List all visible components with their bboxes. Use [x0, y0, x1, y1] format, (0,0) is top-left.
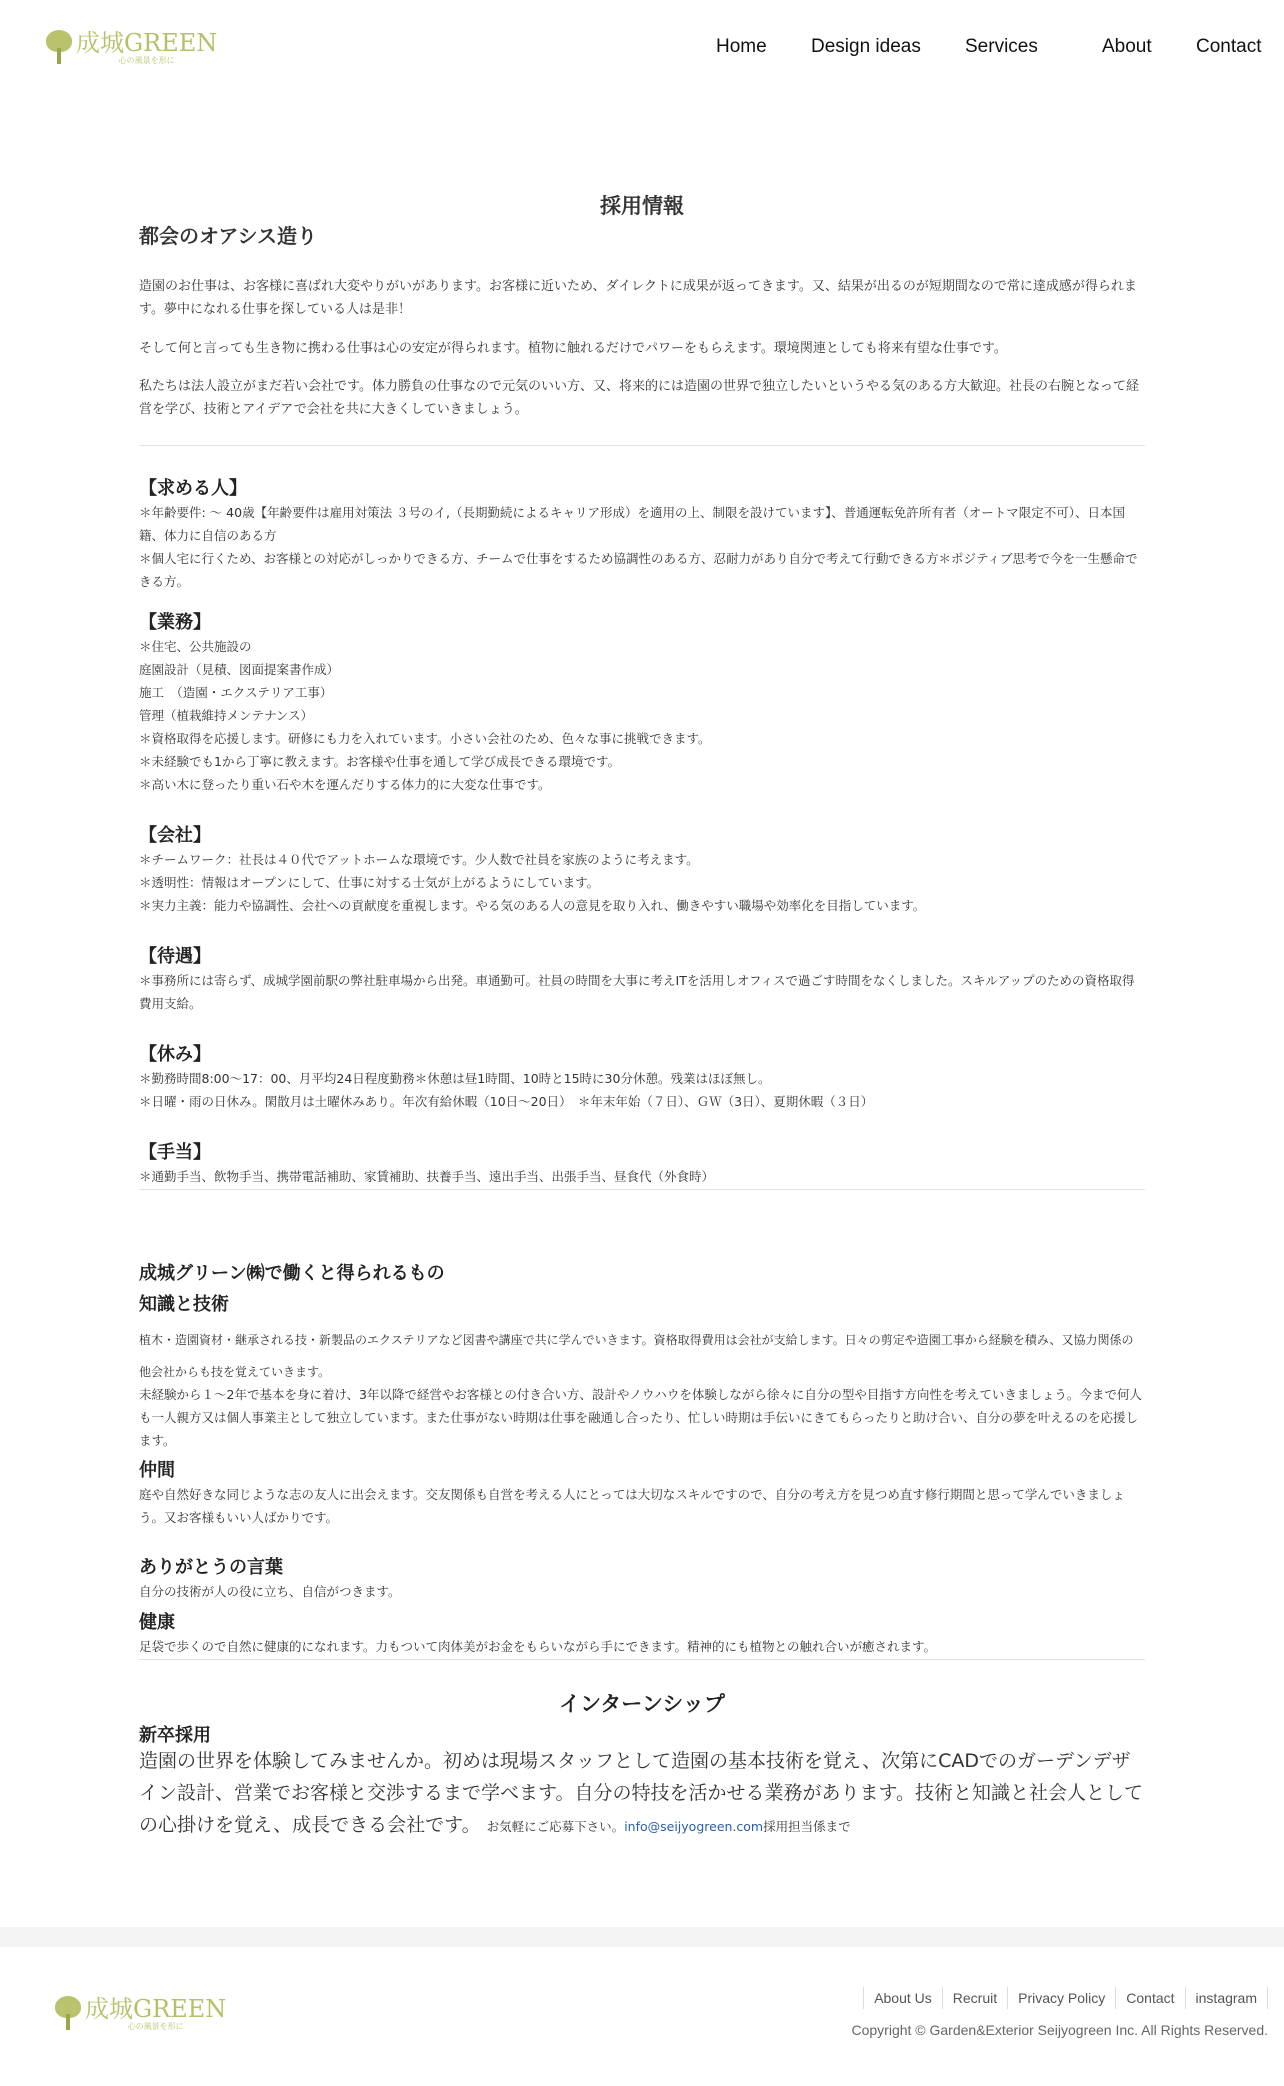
footer-logo-tagline: 心の風景を形に [127, 2022, 184, 2031]
work-line: ＊住宅、公共施設の [139, 639, 252, 654]
email-suffix: 採用担当係まで [763, 1819, 851, 1834]
tree-icon [46, 30, 72, 66]
recruit-email-link[interactable]: info@seijyogreen.com [624, 1819, 764, 1834]
work-line: ＊資格取得を応援します。研修にも力を入れています。小さい会社のため、色々な事に挑戦できます。 [139, 731, 711, 746]
footer-logo[interactable] [55, 1996, 226, 2032]
friends-heading: 仲間 [139, 1460, 175, 1481]
thanks-text: 自分の技術が人の役に立ち、自信がつきます。 [139, 1584, 401, 1599]
footer-divider-band [0, 1927, 1284, 1947]
footer-link-contact[interactable]: Contact [1115, 1987, 1184, 2009]
footer-link-privacy-policy[interactable]: Privacy Policy [1007, 1987, 1115, 2009]
apply-note: お気軽にご応募下さい。 [486, 1819, 625, 1834]
divider [139, 1659, 1145, 1660]
wanted-line: ＊個人宅に行くため、お客様との対応がしっかりできる方、チームで仕事をするため協調性のある方、忍耐力があり自分で考えて行動できる方＊ポジティブ思考で今を一生懸命できる方。 [139, 551, 1138, 589]
nav-about[interactable]: About [1102, 36, 1152, 57]
section-heading-allowance: 【手当】 [139, 1142, 211, 1163]
footer-link-recruit[interactable]: Recruit [942, 1987, 1007, 2009]
new-grad-heading: 新卒採用 [139, 1725, 211, 1746]
intro-paragraph: 造園のお仕事は、お客様に喜ばれ大変やりがいがあります。お客様に近いため、ダイレクトに成果が返ってきます。又、結果が出るのが短期間なので常に達成感が得られます。夢中になれる仕事を探している人は是非！ [139, 279, 1137, 317]
nav-services[interactable]: Services [965, 36, 1038, 57]
logo-tagline: 心の風景を形に [118, 56, 175, 65]
health-heading: 健康 [139, 1612, 175, 1633]
footer-nav [863, 1985, 1268, 2011]
section-heading-wanted: 【求める人】 [139, 478, 247, 499]
knowledge-text: 未経験から１～2年で基本を身に着け、3年以降で経営やお客様との付き合い方、設計やノウハウを体験しながら徐々に自分の型や目指す方向性を考えていきましょう。今まで何人も一人親方又は個人事業主として独立しています。また仕事がない時期は仕事を融通し合ったり、忙しい時期は手伝いにきてもらったりと助け合い、自分の夢を叶えるのを応援します。 [139, 1387, 1142, 1448]
section-heading-treatment: 【待遇】 [139, 946, 211, 967]
knowledge-text: 植木・造園資材・継承される技・新製品のエクステリアなど図書や講座で共に学んでいきます。資格取得費用は会社が支給します。日々の剪定や造園工事から経験を積み、又協力関係の他会社からも技を覚えていきます。 [139, 1333, 1134, 1379]
treatment-line: ＊事務所には寄らず、成城学園前駅の弊社駐車場から出発。車通勤可。社員の時間を大事に考えITを活用しオフィスで過ごす時間をなくしました。スキルアップのための資格取得費用支給。 [139, 973, 1135, 1011]
work-line: 庭園設計（見積、図面提案書作成） [139, 662, 340, 677]
logo-text: 成城GREEN [76, 29, 218, 57]
company-line: ＊実力主義：能力や協調性、会社への貢献度を重視します。やる気のある人の意見を取り入れ、働きやすい職場や効率化を目指しています。 [139, 898, 926, 913]
internship-text [139, 1745, 1145, 1843]
holiday-line: ＊勤務時間8:00～17：00、月平均24日程度勤務＊休憩は昼1時間、10時と15時に30分休憩。残業はほぼ無し。 [139, 1071, 771, 1086]
intro-paragraph: 私たちは法人設立がまだ若い会社です。体力勝負の仕事なので元気のいい方、又、将来的には造園の世界で独立したいというやる気のある方大歓迎。社長の右腕となって経営を学び、技術とアイデアで会社を共に大きくしていきましょう。 [139, 379, 1139, 417]
work-line: 管理（植栽維持メンテナンス） [139, 708, 314, 723]
gains-heading: 成城グリーン㈱で働くと得られるもの [139, 1263, 445, 1284]
wanted-line: ＊年齢要件: ～ 40歳【年齢要件は雇用対策法 ３号のイ,（長期勤続によるキャリア形成）を適用の上、制限を設けています】、普通運転免許所有者（オートマ限定不可）、日本国籍、体力に自信のある方 [139, 505, 1126, 543]
footer-logo-text: 成城GREEN [85, 1995, 227, 2023]
site-header [0, 0, 1284, 100]
work-line: 施工 （造園・エクステリア工事） [139, 685, 333, 700]
knowledge-heading: 知識と技術 [139, 1294, 229, 1315]
tree-icon [55, 1996, 81, 2032]
work-line: ＊高い木に登ったり重い石や木を運んだりする体力的に大変な仕事です。 [139, 777, 551, 792]
allowance-line: ＊通勤手当、飲物手当、携帯電話補助、家賃補助、扶養手当、遠出手当、出張手当、昼食代（外食時） [139, 1169, 715, 1184]
divider [139, 445, 1145, 446]
internship-body: 造園の世界を体験してみませんか。初めは現場スタッフとして造園の基本技術を覚え、次第にCADでのガーデンデザイン設計、営業でお客様と交渉するまで学べます。自分の特技を活かせる業務があります。技術と知識と社会人としての心掛けを覚え、成長できる会社です。 [139, 1750, 1143, 1836]
divider [139, 1189, 1145, 1190]
nav-design-ideas[interactable]: Design ideas [811, 36, 921, 57]
page-title: 採用情報 [600, 194, 684, 218]
footer-link-instagram[interactable]: instagram [1185, 1987, 1268, 2009]
copyright: Copyright © Garden&Exterior Seijyogreen Inc. All Rights Reserved. [851, 2022, 1268, 2038]
page-subtitle: 都会のオアシス造り [139, 224, 317, 248]
section-heading-holiday: 【休み】 [139, 1044, 211, 1065]
section-heading-company: 【会社】 [139, 825, 211, 846]
friends-text: 庭や自然好きな同じような志の友人に出会えます。交友関係も自営を考える人にとっては大切なスキルですので、自分の考え方を見つめ直す修行期間と思って学んでいきましょう。又お客様もいい人ばかりです。 [139, 1487, 1125, 1525]
section-heading-work: 【業務】 [139, 612, 211, 633]
company-line: ＊透明性：情報はオープンにして、仕事に対する士気が上がるようにしています。 [139, 875, 600, 890]
nav-contact[interactable]: Contact [1196, 36, 1262, 57]
internship-heading: インターンシップ [559, 1692, 725, 1716]
intro-paragraph: そして何と言っても生き物に携わる仕事は心の安定が得られます。植物に触れるだけでパワーをもらえます。環境関連としても将来有望な仕事です。 [139, 341, 1007, 356]
work-line: ＊未経験でも1から丁寧に教えます。お客様や仕事を通して学び成長できる環境です。 [139, 754, 620, 769]
health-text: 足袋で歩くので自然に健康的になれます。力もついて肉体美がお金をもらいながら手にできます。精神的にも植物との触れ合いが癒されます。 [139, 1639, 937, 1654]
footer-link-about-us[interactable]: About Us [863, 1987, 942, 2009]
site-logo[interactable] [46, 30, 217, 66]
holiday-line: ＊日曜・雨の日休み。閑散月は土曜休みあり。年次有給休暇（10日～20日） ＊年末年始（７日）、ＧＷ（3日）、夏期休暇（３日） [139, 1094, 874, 1109]
company-line: ＊チームワーク：社長は４０代でアットホームな環境です。少人数で社員を家族のように考えます。 [139, 852, 699, 867]
nav-home[interactable]: Home [716, 36, 767, 57]
thanks-heading: ありがとうの言葉 [139, 1557, 283, 1578]
